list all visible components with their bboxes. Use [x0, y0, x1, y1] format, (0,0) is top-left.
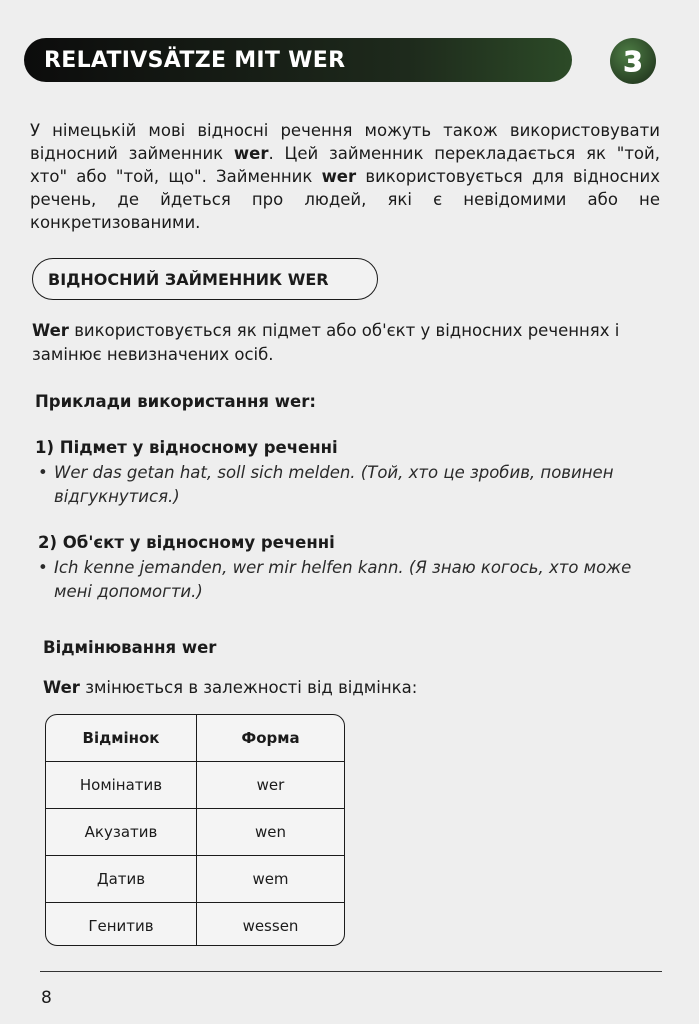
- table-cell-form: wer: [197, 762, 345, 809]
- section-description-text: використовується як підмет або об'єкт у відносних реченнях і замінює невизначених осіб.: [32, 321, 620, 364]
- example2-bullet: [38, 556, 658, 604]
- table-cell-form: wen: [197, 809, 345, 856]
- bullet-icon: •: [38, 558, 48, 577]
- example1-text: Wer das getan hat, soll sich melden. (Той, хто це зробив, повинен відгукнутися.): [54, 463, 614, 506]
- page-number: 8: [41, 988, 52, 1008]
- intro-bold-2: wer: [321, 167, 357, 186]
- intro-text-3: використовується для відносних речень, де йдеться про людей, які є невідомими або не конкретизованими.: [30, 167, 660, 232]
- table-row: [46, 856, 344, 903]
- intro-text-1: У німецькій мові відносні речення можуть також використовувати відносний займенник: [30, 121, 660, 163]
- section-heading-pill: [32, 258, 378, 300]
- declension-text: змінюється в залежності від відмінка:: [79, 678, 418, 697]
- examples-heading: Приклади використання wer:: [35, 392, 316, 411]
- example2-text: Ich kenne jemanden, wer mir helfen kann. (Я знаю когось, хто може мені допомогти.): [54, 558, 632, 601]
- chapter-number: 3: [623, 44, 643, 78]
- chapter-number-badge: [610, 38, 656, 84]
- table-cell-case: Генитив: [46, 903, 197, 947]
- table-header-case: Відмінок: [46, 715, 197, 762]
- table-row: [46, 762, 344, 809]
- declension-bold: Wer: [43, 678, 80, 697]
- table-cell-case: Номінатив: [46, 762, 197, 809]
- table-cell-case: Акузатив: [46, 809, 197, 856]
- declension-heading: Відмінювання wer: [43, 638, 217, 657]
- table-cell-form: wem: [197, 856, 345, 903]
- chapter-title: RELATIVSÄTZE MIT WER: [44, 47, 346, 73]
- table-row: [46, 903, 344, 947]
- table-row: [46, 809, 344, 856]
- section-description-bold: Wer: [32, 321, 69, 340]
- example1-bullet: [38, 461, 658, 509]
- section-heading: ВІДНОСНИЙ ЗАЙМЕННИК WER: [48, 269, 329, 289]
- chapter-title-bar: [24, 38, 572, 82]
- intro-text-2: . Цей займенник перекладається як "той, хто" або "той, що". Займенник: [30, 144, 660, 186]
- table-header-form: Форма: [197, 715, 345, 762]
- bullet-icon: •: [38, 463, 48, 482]
- declension-table: [45, 714, 345, 946]
- table-cell-case: Датив: [46, 856, 197, 903]
- footer-divider: [40, 971, 662, 972]
- example2-title: 2) Об'єкт у відносному реченні: [38, 533, 335, 552]
- table-cell-form: wessen: [197, 903, 345, 947]
- declension-description: [43, 676, 417, 700]
- example1-title: 1) Підмет у відносному реченні: [35, 438, 338, 457]
- intro-paragraph: [30, 119, 660, 234]
- section-description: [32, 319, 662, 367]
- intro-bold-1: wer: [233, 144, 269, 163]
- table-header-row: [46, 715, 344, 762]
